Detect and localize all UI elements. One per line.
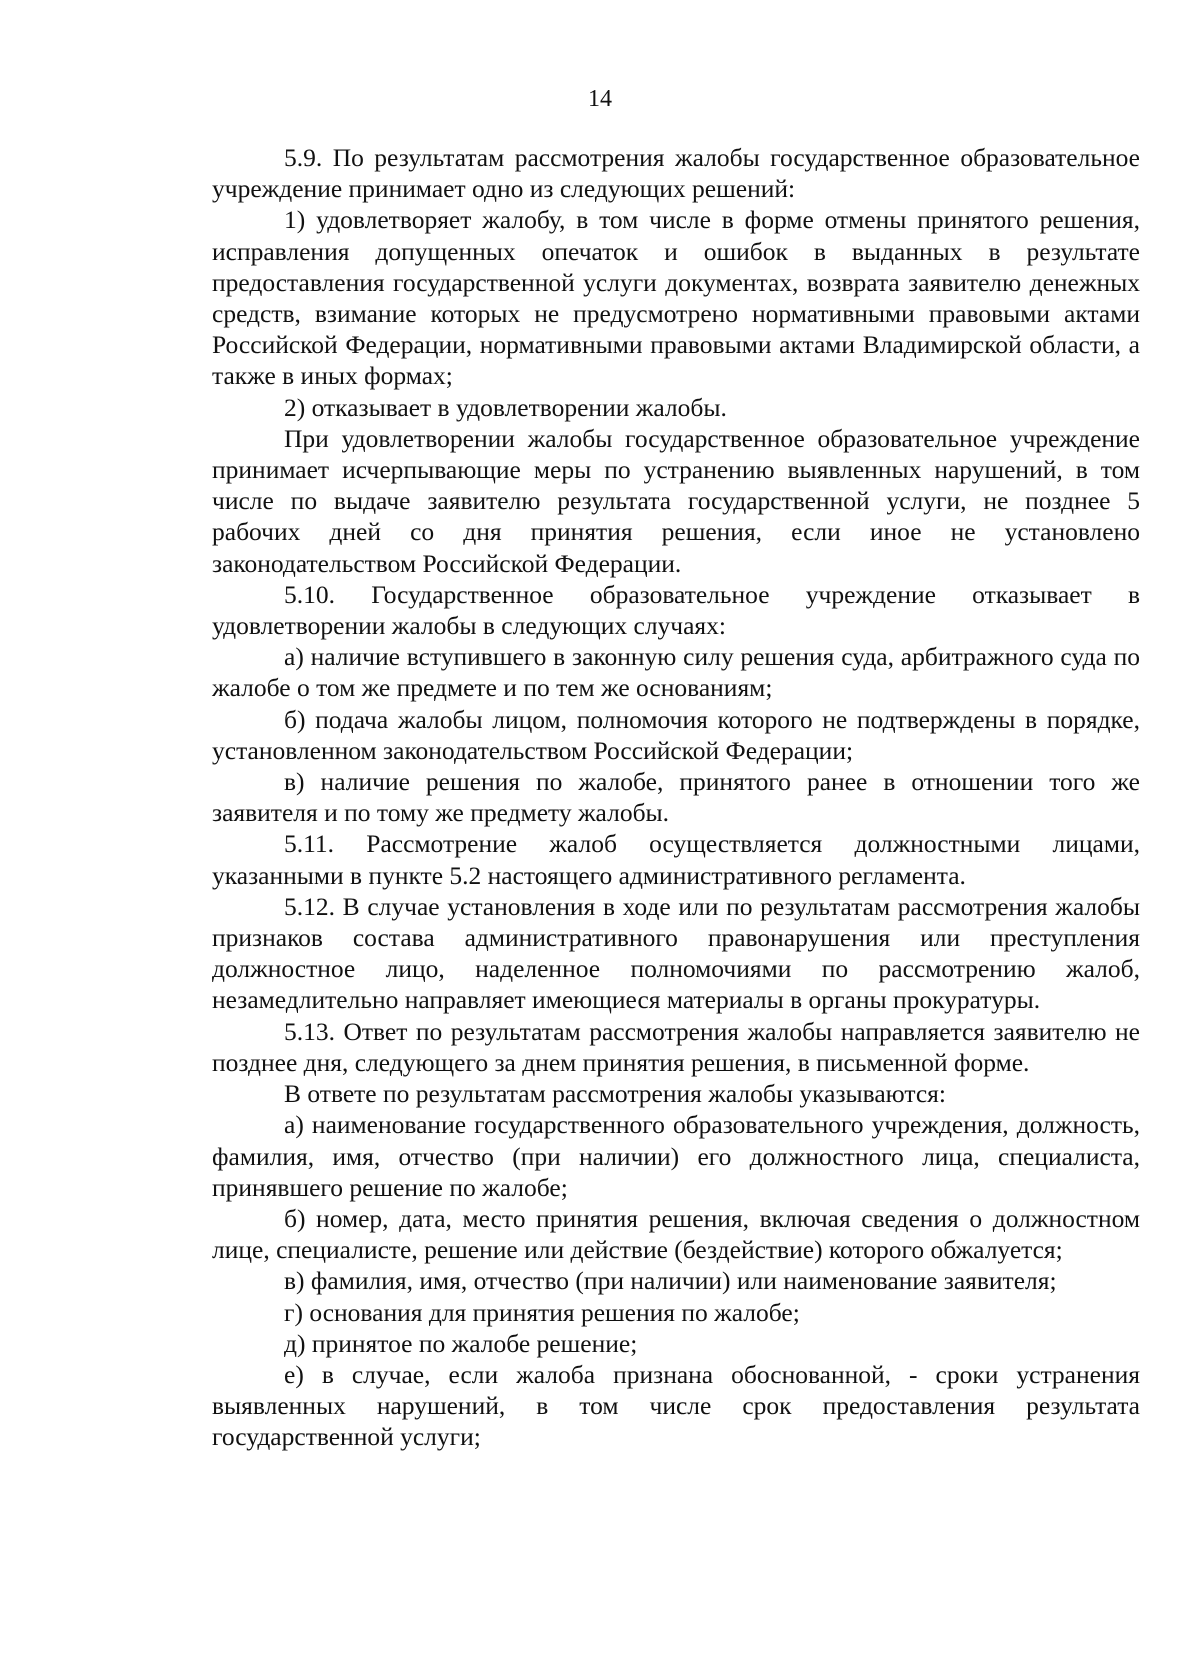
paragraph-answer-item-v: в) фамилия, имя, отчество (при наличии) или наименование заявителя; bbox=[284, 1266, 1057, 1296]
paragraph-5-11: 5.11. Рассмотрение жалоб осуществляется должностными лицами, указанными в пункте 5.2 настоящего административного регламента. bbox=[212, 829, 1140, 890]
paragraph-answer-item-b: б) номер, дата, место принятия решения, включая сведения о должностном лице, специалисте, решение или действие (бездействие) которого обжалуется; bbox=[212, 1203, 1140, 1265]
paragraph-5-10-item-a: а) наличие вступившего в законную силу решения суда, арбитражного суда по жалобе о том же предмете и по тем же основаниям; bbox=[212, 642, 1140, 703]
paragraph-answer-item-g: г) основания для принятия решения по жалобе; bbox=[284, 1297, 800, 1327]
paragraph-5-9-item-1: 1) удовлетворяет жалобу, в том числе в форме отмены принятого решения, исправления допущенных опечаток и ошибок в выданных в результате предоставления государственной услуги документах, возврата заявителю денежных средств, взимание которых не предусмотрено нормативными правовыми актами Российской Федерации, нормативными правовыми актами Владимирской области, а также в иных формах; bbox=[212, 205, 1140, 391]
paragraph-answer-item-a: а) наименование государственного образовательного учреждения, должность, фамилия, имя, отчество (при наличии) его должностного лица, специалиста, принявшего решение по жалобе; bbox=[212, 1110, 1140, 1202]
paragraph-5-13: 5.13. Ответ по результатам рассмотрения жалобы направляется заявителю не позднее дня, следующего за днем принятия решения, в письменной форме. bbox=[212, 1016, 1140, 1077]
paragraph-answer-item-e: е) в случае, если жалоба признана обоснованной, - сроки устранения выявленных нарушений, в том числе срок предоставления результата государственной услуги; bbox=[212, 1359, 1140, 1452]
paragraph-5-10-item-v: в) наличие решения по жалобе, принятого ранее в отношении того же заявителя и по тому же предмету жалобы. bbox=[212, 767, 1140, 828]
paragraph-answer-item-d: д) принятое по жалобе решение; bbox=[284, 1328, 638, 1358]
paragraph-5-10-item-b: б) подача жалобы лицом, полномочия которого не подтверждены в порядке, установленном законодательством Российской Федерации; bbox=[212, 704, 1140, 765]
document-body bbox=[212, 142, 1140, 1453]
paragraph-5-9-item-2: 2) отказывает в удовлетворении жалобы. bbox=[284, 392, 727, 422]
paragraph-5-12: 5.12. В случае установления в ходе или по результатам рассмотрения жалобы признаков состава административного правонарушения или преступления должностное лицо, наделенное полномочиями по рассмотрению жалоб, незамедлительно направляет имеющиеся материалы в органы прокуратуры. bbox=[212, 891, 1140, 1015]
paragraph-satisfaction-measures: При удовлетворении жалобы государственное образовательное учреждение принимает исчерпывающие меры по устранению выявленных нарушений, в том числе по выдаче заявителю результата государственной услуги, не позднее 5 рабочих дней со дня принятия решения, если иное не установлено законодательством Российской Федерации. bbox=[212, 423, 1140, 578]
paragraph-5-9: 5.9. По результатам рассмотрения жалобы государственное образовательное учреждение принимает одно из следующих решений: bbox=[212, 143, 1140, 204]
paragraph-5-10: 5.10. Государственное образовательное учреждение отказывает в удовлетворении жалобы в следующих случаях: bbox=[212, 579, 1140, 641]
paragraph-answer-contents: В ответе по результатам рассмотрения жалобы указываются: bbox=[284, 1079, 946, 1109]
page-number: 14 bbox=[588, 86, 612, 112]
